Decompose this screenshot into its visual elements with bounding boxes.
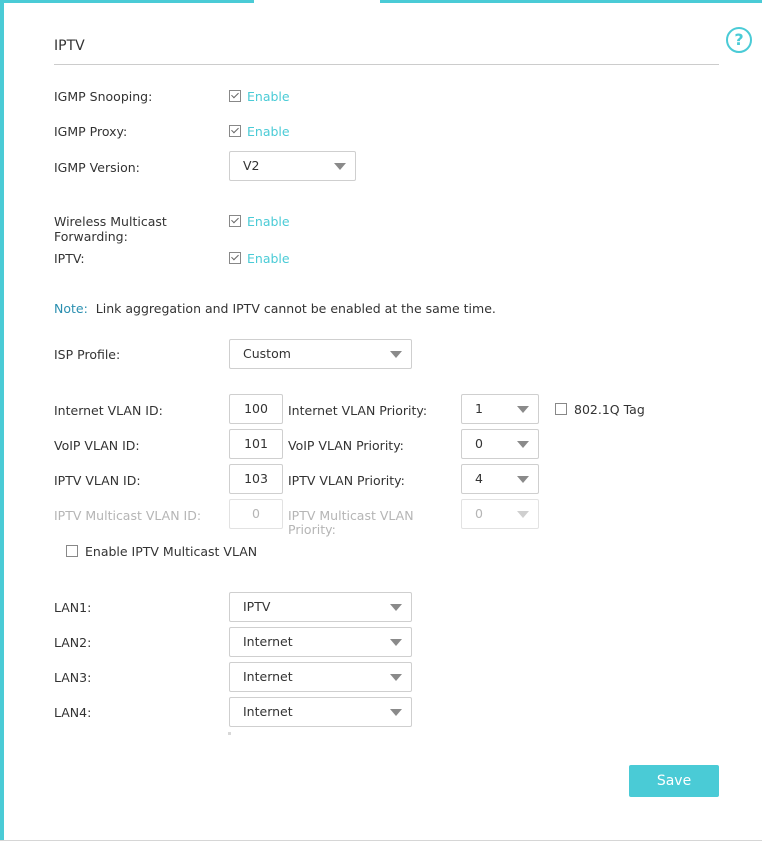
chevron-down-icon xyxy=(390,604,402,611)
igmp-version-label: IGMP Version: xyxy=(54,160,140,175)
isp-profile-value: Custom xyxy=(243,346,291,361)
decorative-dot xyxy=(228,732,231,735)
iptv-label: IPTV: xyxy=(54,251,85,266)
save-button[interactable]: Save xyxy=(629,765,719,797)
chevron-down-icon xyxy=(390,674,402,681)
note-text xyxy=(54,301,496,316)
lan4-label: LAN4: xyxy=(54,705,92,720)
wireless-multicast-label-line1: Wireless Multicast xyxy=(54,214,167,229)
chevron-down-icon xyxy=(334,163,346,170)
lan4-value: Internet xyxy=(243,704,293,719)
voip-vlan-priority-select[interactable] xyxy=(461,429,539,459)
iptv-checkbox[interactable] xyxy=(229,251,290,266)
internet-vlan-priority-value: 1 xyxy=(475,401,483,416)
checkbox-checked-icon[interactable] xyxy=(229,125,241,137)
enable-text: Enable xyxy=(247,124,290,139)
lan3-label: LAN3: xyxy=(54,670,92,685)
wireless-multicast-label-line2: Forwarding: xyxy=(54,229,128,244)
lan3-value: Internet xyxy=(243,669,293,684)
title-divider xyxy=(54,64,719,65)
note-key: Note: xyxy=(54,301,88,316)
igmp-proxy-checkbox[interactable] xyxy=(229,124,290,139)
enable-text: Enable xyxy=(247,89,290,104)
voip-vlan-id-label: VoIP VLAN ID: xyxy=(54,438,140,453)
internet-vlan-id-input[interactable]: 100 xyxy=(229,394,283,424)
iptv-vlan-priority-value: 4 xyxy=(475,471,483,486)
wireless-multicast-checkbox[interactable] xyxy=(229,214,290,229)
igmp-version-select[interactable] xyxy=(229,151,356,181)
igmp-snooping-label: IGMP Snooping: xyxy=(54,89,153,104)
enable-text: Enable xyxy=(247,251,290,266)
note-message: Link aggregation and IPTV cannot be enabled at the same time. xyxy=(95,301,496,316)
checkbox-checked-icon[interactable] xyxy=(229,90,241,102)
chevron-down-icon xyxy=(517,476,529,483)
enable-iptv-multicast-vlan-checkbox[interactable] xyxy=(66,544,257,559)
frame-top-border-right xyxy=(380,0,762,3)
chevron-down-icon xyxy=(517,406,529,413)
checkbox-checked-icon[interactable] xyxy=(229,252,241,264)
lan2-select[interactable] xyxy=(229,627,412,657)
chevron-down-icon xyxy=(517,441,529,448)
section-title: IPTV xyxy=(54,38,85,54)
voip-vlan-priority-label: VoIP VLAN Priority: xyxy=(288,438,404,453)
iptv-vlan-priority-select[interactable] xyxy=(461,464,539,494)
igmp-version-value: V2 xyxy=(243,158,260,173)
voip-vlan-id-input[interactable]: 101 xyxy=(229,429,283,459)
frame-left-border xyxy=(0,0,4,841)
iptv-vlan-id-input[interactable]: 103 xyxy=(229,464,283,494)
iptv-multicast-vlan-priority-label-line2: Priority: xyxy=(288,522,336,537)
chevron-down-icon xyxy=(390,351,402,358)
iptv-multicast-vlan-priority-value: 0 xyxy=(475,506,483,521)
iptv-vlan-priority-label: IPTV VLAN Priority: xyxy=(288,473,405,488)
checkbox-unchecked-icon[interactable] xyxy=(555,403,567,415)
chevron-down-icon xyxy=(517,511,529,518)
checkbox-checked-icon[interactable] xyxy=(229,215,241,227)
iptv-multicast-vlan-id-label: IPTV Multicast VLAN ID: xyxy=(54,508,202,523)
internet-vlan-id-label: Internet VLAN ID: xyxy=(54,403,163,418)
isp-profile-label: ISP Profile: xyxy=(54,347,121,362)
iptv-multicast-vlan-id-input[interactable]: 0 xyxy=(229,499,283,529)
lan1-label: LAN1: xyxy=(54,600,92,615)
lan2-label: LAN2: xyxy=(54,635,92,650)
iptv-multicast-vlan-priority-select[interactable] xyxy=(461,499,539,529)
iptv-vlan-id-label: IPTV VLAN ID: xyxy=(54,473,141,488)
8021q-tag-label: 802.1Q Tag xyxy=(574,402,645,417)
frame-top-border-left xyxy=(0,0,254,3)
internet-vlan-priority-label: Internet VLAN Priority: xyxy=(288,403,428,418)
isp-profile-select[interactable] xyxy=(229,339,412,369)
iptv-multicast-vlan-priority-label-line1: IPTV Multicast VLAN xyxy=(288,508,414,523)
internet-vlan-priority-select[interactable] xyxy=(461,394,539,424)
help-icon[interactable]: ? xyxy=(726,27,752,53)
lan4-select[interactable] xyxy=(229,697,412,727)
lan3-select[interactable] xyxy=(229,662,412,692)
chevron-down-icon xyxy=(390,639,402,646)
checkbox-unchecked-icon[interactable] xyxy=(66,545,78,557)
igmp-snooping-checkbox[interactable] xyxy=(229,89,290,104)
8021q-tag-checkbox[interactable] xyxy=(555,402,645,417)
igmp-proxy-label: IGMP Proxy: xyxy=(54,124,128,139)
enable-text: Enable xyxy=(247,214,290,229)
lan2-value: Internet xyxy=(243,634,293,649)
lan1-select[interactable] xyxy=(229,592,412,622)
chevron-down-icon xyxy=(390,709,402,716)
voip-vlan-priority-value: 0 xyxy=(475,436,483,451)
lan1-value: IPTV xyxy=(243,599,271,614)
enable-iptv-multicast-vlan-label: Enable IPTV Multicast VLAN xyxy=(85,544,258,559)
